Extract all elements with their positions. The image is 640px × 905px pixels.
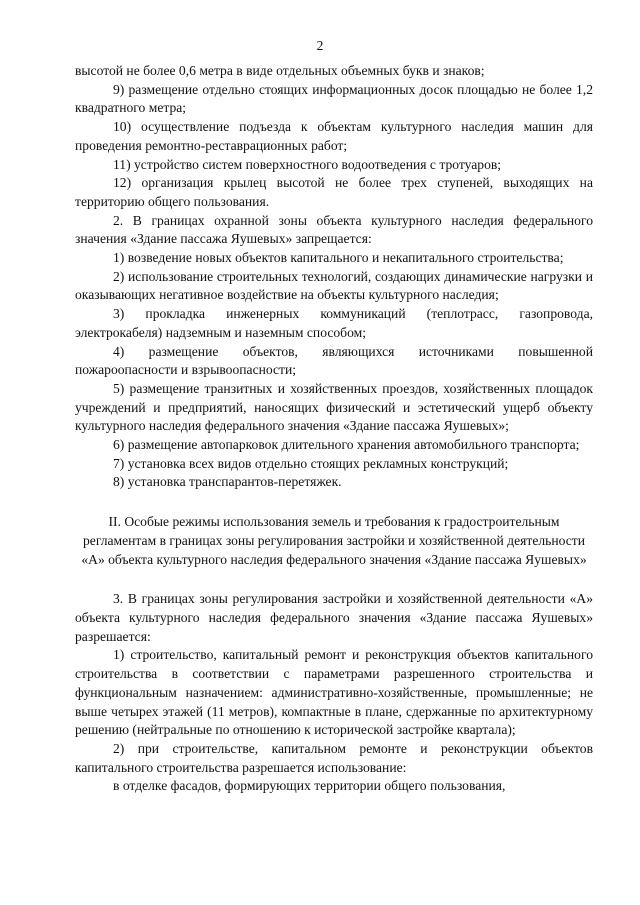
document-body xyxy=(75,62,593,796)
paragraph: в отделке фасадов, формирующих территории общего пользования, xyxy=(113,778,506,794)
paragraph: 7) установка всех видов отдельно стоящих рекламных конструкций; xyxy=(113,455,509,471)
paragraph: 3. В границах зоны регулирования застройки и хозяйственной деятельности «А» объекта культурного наследия федерального значения «Здание пассажа Яушевых» разрешается: xyxy=(75,591,593,644)
paragraph: 1) строительство, капитальный ремонт и реконструкция объектов капитального строительства в соответствии с параметрами разрешенного строительства и функциональным назначением: административно-хозяйственные, промышленные; не выше четырех этажей (11 метров), компактные в плане, сдержанные по архитектурному решению (нейтральные по отношению к исторической застройке квартала); xyxy=(75,647,593,738)
paragraph: 4) размещение объектов, являющихся источниками повышенной пожароопасности и взрывоопасности; xyxy=(75,343,593,378)
paragraph: 9) размещение отдельно стоящих информационных досок площадью не более 1,2 квадратного метра; xyxy=(75,81,593,116)
paragraph: 10) осуществление подъезда к объектам культурного наследия машин для проведения ремонтно-реставрационных работ; xyxy=(75,119,593,153)
paragraph: 2. В границах охранной зоны объекта культурного наследия федерального значения «Здание пассажа Яушевых» запрещается: xyxy=(75,212,593,247)
paragraph: 8) установка транспарантов-перетяжек. xyxy=(113,474,342,490)
paragraph: 12) организация крылец высотой не более трех ступеней, выходящих на территорию общего пользования. xyxy=(75,175,593,209)
page-number: 2 xyxy=(316,38,324,53)
paragraph: высотой не более 0,6 метра в виде отдельных объемных букв и знаков; xyxy=(75,63,485,78)
section-heading: II. Особые режимы использования земель и требования к градостроительным регламентам в границах зоны регулирования застройки и хозяйственной деятельности «А» объекта культурного наследия федерального значения «Здание пассажа Яушевых» xyxy=(81,514,587,567)
paragraph: 2) использование строительных технологий, создающих динамические нагрузки и оказывающих негативное воздействие на объекты культурного наследия; xyxy=(75,268,593,303)
paragraph: 2) при строительстве, капитальном ремонте и реконструкции объектов капитального строительства разрешается использование: xyxy=(75,740,593,775)
paragraph: 1) возведение новых объектов капитального и некапитального строительства; xyxy=(113,250,564,266)
paragraph: 5) размещение транзитных и хозяйственных проездов, хозяйственных площадок учреждений и предприятий, наносящих физический и эстетический ущерб объекту культурного наследия федерального значения «Здание пассажа Яушевых»; xyxy=(75,380,593,434)
paragraph: 3) прокладка инженерных коммуникаций (теплотрасс, газопровода, электрокабеля) надземным и наземным способом; xyxy=(75,306,593,340)
paragraph: 6) размещение автопарковок длительного хранения автомобильного транспорта; xyxy=(113,437,580,453)
paragraph: 11) устройство систем поверхностного водоотведения с тротуаров; xyxy=(113,156,502,172)
